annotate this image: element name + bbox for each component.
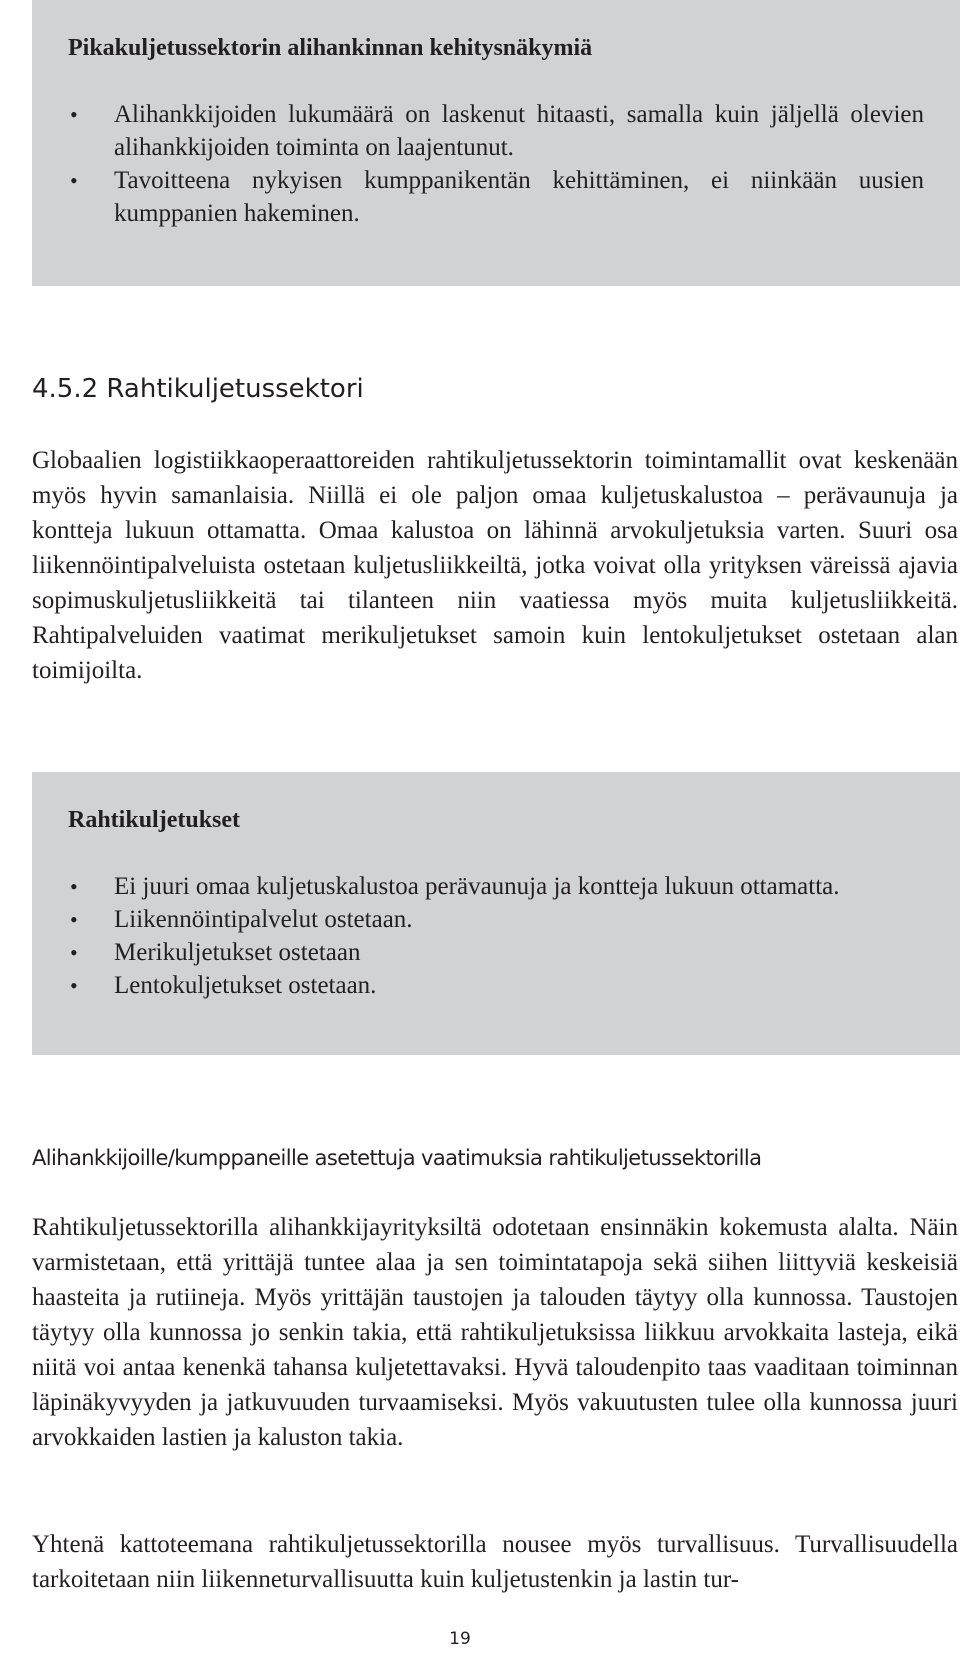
summary-box-express [32, 0, 960, 286]
subsection-heading: Alihankkijoille/kumppaneille asetettuja vaatimuksia rahtikuljetussektorilla [32, 1146, 762, 1170]
body-paragraph: Rahtikuljetussektorilla alihankkijayrityksiltä odotetaan ensinnäkin kokemusta alalta. Näin varmistetaan, että yrittäjä tuntee alaa ja sen toimintatapoja sekä siihen liittyviä keskeisiä haasteita ja rutiineja. Myös yrittäjän taustojen ja talouden täytyy olla kunnossa. Taustojen täytyy olla kunnossa jo senkin takia, että rahtikuljetuksissa liikkuu arvokkaita lasteja, eikä niitä voi antaa kenenkä tahansa kuljetettavaksi. Hyvä taloudenpito taas vaaditaan toiminnan läpinäkyvyyden ja jatkuvuuden turvaamiseksi. Myös vakuutusten tulee olla kunnossa juuri arvokkaiden lastien ja kaluston takia. [32, 1214, 958, 1451]
body-paragraph: Yhtenä kattoteemana rahtikuljetussektorilla nousee myös turvallisuus. Turvallisuudella tarkoitetaan niin liikenneturvallisuutta kuin kuljetustenkin ja lastin tur- [32, 1531, 958, 1593]
bullet-item: • Ei juuri omaa kuljetuskalustoa perävaunuja ja kontteja lukuun ottamatta. [68, 870, 924, 903]
body-paragraph: Globaalien logistiikkaoperaattoreiden rahtikuljetussektorin toimintamallit ovat keskenään myös hyvin samanlaisia. Niillä ei ole paljon omaa kuljetuskalustoa – perävaunuja ja kontteja lukuun ottamatta. Omaa kalustoa on lähinnä arvokuljetuksia varten. Suuri osa liikennöintipalveluista ostetaan kuljetusliikkeiltä, jotka voivat olla yrityksen väreissä ajavia sopimuskuljetusliikkeitä tai tilanteen niin vaatiessa myös muita kuljetusliikkeitä. Rahtipalveluiden vaatimat merikuljetukset samoin kuin lentokuljetukset ostetaan alan toimijoilta. [32, 447, 958, 684]
bullet-item: • Liikennöintipalvelut ostetaan. [68, 903, 924, 936]
bullet-item: • Merikuljetukset ostetaan [68, 936, 924, 969]
bullet-list [68, 98, 924, 230]
summary-box-title: Pikakuljetussektorin alihankinnan kehitysnäkymiä [68, 35, 593, 61]
summary-box-freight [32, 772, 960, 1055]
bullet-item: • Lentokuljetukset ostetaan. [68, 969, 924, 1002]
page-number: 19 [449, 1629, 471, 1649]
bullet-item: • Alihankkijoiden lukumäärä on laskenut hitaasti, samalla kuin jäljellä olevien alihankkijoiden toiminta on laajentunut. [68, 98, 924, 164]
section-heading: 4.5.2 Rahtikuljetussektori [32, 374, 364, 404]
summary-box-title: Rahtikuljetukset [68, 807, 241, 833]
bullet-list [68, 870, 924, 1002]
bullet-item: • Tavoitteena nykyisen kumppanikentän kehittäminen, ei niinkään uusien kumppanien hakeminen. [68, 164, 924, 230]
